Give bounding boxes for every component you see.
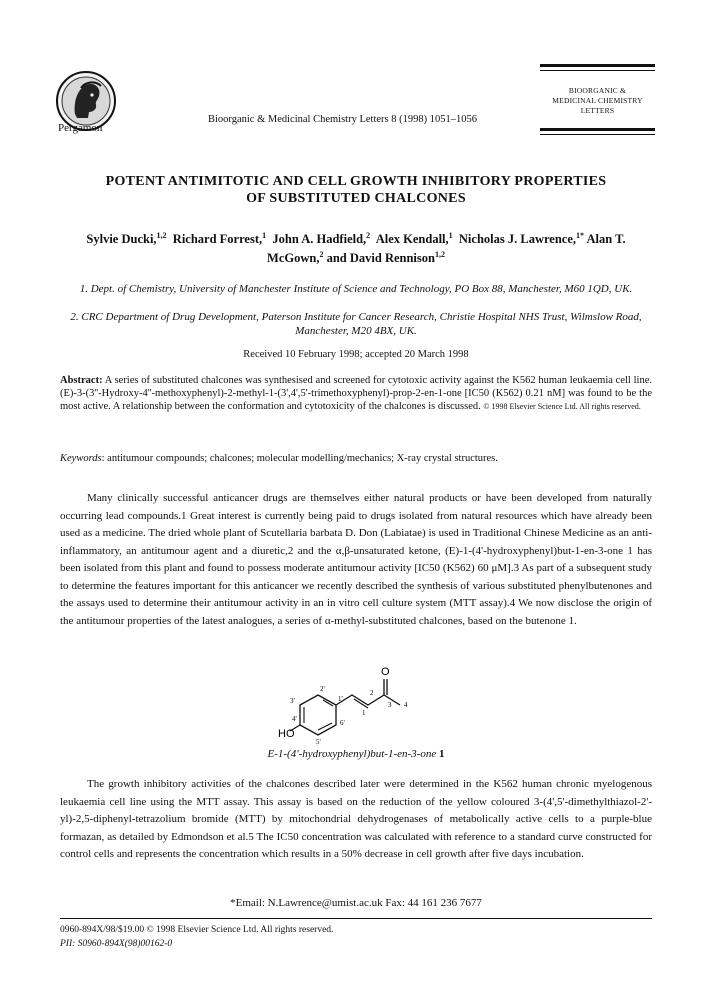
corresponding-author-contact: *Email: N.Lawrence@umist.ac.uk Fax: 44 161 236 7677 bbox=[230, 897, 482, 909]
author: John A. Hadfield,$^2$ bbox=[272, 230, 371, 246]
body-paragraph-2: The growth inhibitory activities of the chalcones described later were determined in the K562 human chronic myelogenous leukaemia cell line using the MTT assay. This assay is based on the reduction of the yellow coloured 3-(4',5'-dimethylthiazol-2'-yl)-2,5-diphenyl-tetrazolium bromide (MTT) by mitochondrial dehydrogenases of metabolically active cells to a purple-blue formazan, as detailed by Edmondson et al.5 The IC50 concentration was calculated with reference to a standard curve constructed for control cells and represents the concentration which results in a 50% decrease in cell growth after five days incubation. bbox=[60, 778, 652, 860]
footer-rule bbox=[60, 918, 652, 919]
received-dates: Received 10 February 1998; accepted 20 March 1998 bbox=[243, 349, 469, 360]
author-list bbox=[60, 230, 652, 268]
atom-number: 5' bbox=[316, 738, 321, 745]
masthead-rule-top-thin bbox=[540, 70, 655, 71]
atom-number: 4 bbox=[404, 701, 408, 709]
journal-masthead: BIOORGANIC & MEDICINAL CHEMISTRY LETTERS bbox=[552, 86, 643, 115]
atom-number: 2' bbox=[320, 685, 325, 693]
footer-pii: PII: S0960-894X(98)00162-0 bbox=[60, 939, 173, 949]
atom-number: 3 bbox=[388, 701, 392, 709]
figure-caption: E-1-(4'-hydroxyphenyl)but-1-en-3-one 1 bbox=[267, 748, 445, 760]
article-title: POTENT ANTIMITOTIC AND CELL GROWTH INHIBITORY PROPERTIES OF SUBSTITUTED CHALCONES bbox=[105, 174, 607, 206]
author: Alex Kendall,$^1$ bbox=[375, 230, 453, 246]
hydroxyl-label: HO bbox=[278, 728, 295, 740]
journal-citation: Bioorganic & Medicinal Chemistry Letters 8 (1998) 1051–1056 bbox=[208, 114, 477, 125]
keywords-label: Keywords bbox=[60, 453, 102, 464]
abstract-copyright: © 1998 Elsevier Science Ltd. All rights reserved. bbox=[483, 402, 641, 411]
atom-number: 6' bbox=[340, 719, 345, 727]
publisher-name: Pergamon bbox=[58, 122, 103, 134]
compound-number: 1 bbox=[438, 748, 445, 760]
affiliation-1: 1. Dept. of Chemistry, University of Manchester Institute of Science and Technology, PO Box 88, Manchester, M60 1QD, UK. bbox=[79, 283, 633, 295]
masthead-rule-bottom bbox=[540, 128, 655, 131]
body-paragraph-1: Many clinically successful anticancer drugs are themselves either natural products or have been developed from naturally occurring lead compounds.1 Great interest is currently being paid to drugs isolated from natural resources which have already been used as a medicine. The dried whole plant of Scutellaria barbata D. Don (Labiatae) is used in Traditional Chinese Medicine as an anti-inflammatory, an antitumour agent and a diuretic,2 and the α,β-unsaturated ketone, (E)-1-(4'-hydroxyphenyl)but-1-en-3-one 1 has been isolated from this plant and found to possess moderate antitumour activity [IC50 (K562) 60 μM].3 As part of a subsequent study to determine the features important for this anticancer we recently described the synthesis of various substituted phenylbutenones and the assays used to determine their antitumour activity in an in vitro cell culture system (MTT assay).4 We now disclose the origin of the antitumour properties of the latest analogues, a series of α-methyl-substituted chalcones, based on the butenone 1. bbox=[60, 492, 652, 627]
masthead-rule-top bbox=[540, 64, 655, 67]
masthead-rule-bottom-thin bbox=[540, 134, 655, 135]
keywords: Keywords: antitumour compounds; chalcones; molecular modelling/mechanics; X-ray crystal structures. bbox=[60, 453, 498, 464]
keywords-text: antitumour compounds; chalcones; molecular modelling/mechanics; X-ray crystal structures. bbox=[107, 453, 498, 464]
author: Richard Forrest,$^1$ bbox=[172, 230, 267, 246]
abstract-label: Abstract: bbox=[60, 375, 103, 386]
abstract bbox=[60, 374, 652, 413]
chemical-structure-figure bbox=[278, 665, 448, 745]
author: and David Rennison$^{1,2}$ bbox=[326, 249, 445, 265]
oxygen-label: O bbox=[381, 666, 390, 678]
atom-number: 4' bbox=[292, 715, 297, 723]
atom-number: 1 bbox=[362, 709, 366, 717]
affiliation-2: 2. CRC Department of Drug Development, Paterson Institute for Cancer Research, Christie Hospital NHS Trust, Wilmslow Road, Manchester, M20 4BX, UK. bbox=[70, 311, 642, 337]
author: Nicholas J. Lawrence,$^{1*}$ bbox=[458, 230, 585, 246]
atom-number: 3' bbox=[290, 697, 295, 705]
footer-copyright: 0960-894X/98/$19.00 © 1998 Elsevier Science Ltd. All rights reserved. bbox=[60, 925, 334, 935]
author: Sylvie Ducki,$^{1,2}$ bbox=[86, 230, 167, 246]
abstract-text: A series of substituted chalcones was synthesised and screened for cytotoxic activity against the K562 human leukaemia cell line. (E)-3-(3''-Hydroxy-4''-methoxyphenyl)-2-methyl-1-(3',4',5'-trimethoxyphenyl)-prop-2-en-1-one [IC50 (K562) 0.21 nM] was found to be the most active. A relationship between the conformation and cytotoxicity of the chalcones is discussed. bbox=[60, 375, 652, 412]
atom-number: 1' bbox=[338, 695, 343, 703]
atom-number: 2 bbox=[370, 689, 374, 697]
author: Alan T. McGown,$^2$ bbox=[267, 232, 626, 265]
